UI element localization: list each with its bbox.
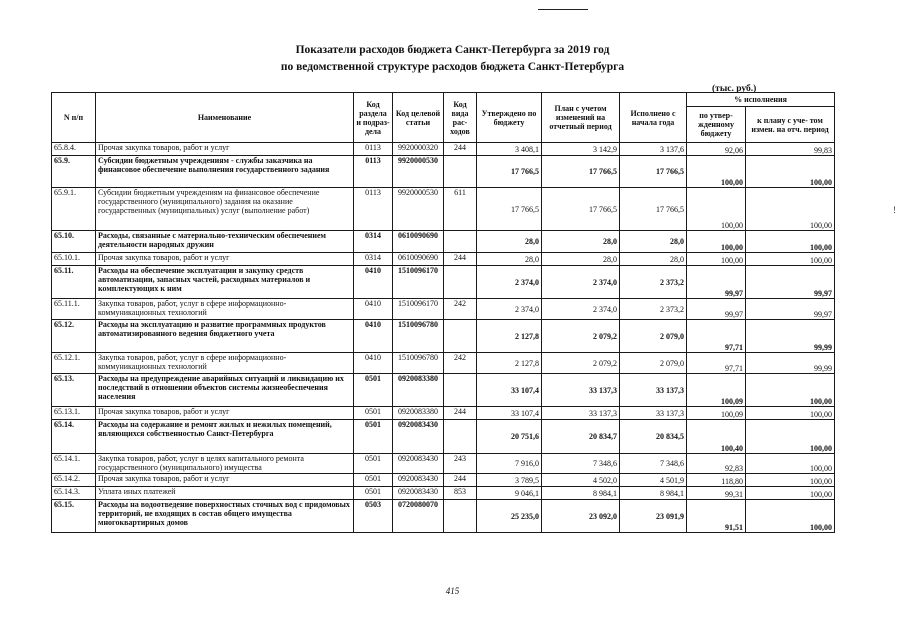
row-approved: 3 789,5	[477, 474, 542, 487]
row-number: 65.12.	[52, 320, 96, 353]
row-plan: 23 092,0	[542, 500, 620, 533]
header-percent-group: % исполнения	[687, 93, 835, 107]
row-number: 65.8.4.	[52, 143, 96, 156]
row-target-code: 0610090690	[393, 231, 444, 253]
row-name: Расходы на предупреждение аварийных ситуаций и ликвидацию их последствий в отношении объектов системы жизнеобеспечения населения	[96, 374, 354, 407]
row-name: Закупка товаров, работ, услуг в целях капитального ремонта государственного (муниципального) имущества	[96, 454, 354, 474]
header-section-code: Код раздела и подраз- дела	[354, 93, 393, 143]
row-percent-budget: 97,71	[687, 320, 746, 353]
row-approved: 25 235,0	[477, 500, 542, 533]
row-approved: 33 107,4	[477, 407, 542, 420]
table-row	[52, 320, 835, 353]
row-expense-type-code: 611	[444, 188, 477, 231]
row-percent-budget: 100,00	[687, 231, 746, 253]
row-percent-budget: 100,40	[687, 420, 746, 454]
row-target-code: 0720080070	[393, 500, 444, 533]
row-approved: 28,0	[477, 231, 542, 253]
row-number: 65.13.	[52, 374, 96, 407]
row-expense-type-code: 244	[444, 143, 477, 156]
table-row	[52, 454, 835, 474]
row-expense-type-code	[444, 420, 477, 454]
row-plan: 2 374,0	[542, 266, 620, 299]
budget-table	[51, 92, 835, 533]
row-plan: 20 834,7	[542, 420, 620, 454]
row-executed: 28,0	[620, 231, 687, 253]
row-percent-budget: 97,71	[687, 353, 746, 374]
row-expense-type-code: 244	[444, 253, 477, 266]
row-target-code: 0610090690	[393, 253, 444, 266]
row-executed: 2 373,2	[620, 299, 687, 320]
row-number: 65.14.	[52, 420, 96, 454]
row-name: Уплата иных платежей	[96, 487, 354, 500]
row-name: Прочая закупка товаров, работ и услуг	[96, 474, 354, 487]
row-percent-plan: 100,00	[746, 188, 835, 231]
row-expense-type-code: 244	[444, 474, 477, 487]
row-number: 65.15.	[52, 500, 96, 533]
row-plan: 7 348,6	[542, 454, 620, 474]
row-percent-plan: 100,00	[746, 407, 835, 420]
row-approved: 7 916,0	[477, 454, 542, 474]
table-row	[52, 266, 835, 299]
row-plan: 17 766,5	[542, 188, 620, 231]
table-row	[52, 143, 835, 156]
header-target-code: Код целевой статьи	[393, 93, 444, 143]
row-percent-plan: 100,00	[746, 487, 835, 500]
row-expense-type-code: 242	[444, 353, 477, 374]
row-target-code: 9920000530	[393, 156, 444, 188]
table-row	[52, 420, 835, 454]
row-executed: 23 091,9	[620, 500, 687, 533]
row-percent-budget: 100,09	[687, 374, 746, 407]
table-row	[52, 474, 835, 487]
row-name: Расходы на водоотведение поверхностных сточных вод с придомовых территорий, не входящих в состав общего имущества многоквартирных домов	[96, 500, 354, 533]
row-executed: 2 079,0	[620, 320, 687, 353]
row-section-code: 0410	[354, 266, 393, 299]
row-approved: 33 107,4	[477, 374, 542, 407]
row-number: 65.14.3.	[52, 487, 96, 500]
row-expense-type-code: 244	[444, 407, 477, 420]
row-executed: 4 501,9	[620, 474, 687, 487]
row-section-code: 0501	[354, 474, 393, 487]
row-percent-budget: 100,00	[687, 156, 746, 188]
row-plan: 33 137,3	[542, 407, 620, 420]
row-expense-type-code	[444, 500, 477, 533]
row-percent-budget: 92,06	[687, 143, 746, 156]
row-name: Субсидии бюджетным учреждениям на финансовое обеспечение государственного (муниципального) задания на оказание государственных (муниципальных) услуг (выполнение работ)	[96, 188, 354, 231]
header-name: Наименование	[96, 93, 354, 143]
row-section-code: 0410	[354, 320, 393, 353]
row-expense-type-code	[444, 320, 477, 353]
row-number: 65.9.1.	[52, 188, 96, 231]
row-target-code: 0920083380	[393, 374, 444, 407]
row-section-code: 0501	[354, 487, 393, 500]
row-expense-type-code: 243	[444, 454, 477, 474]
header-percent-plan: к плану с уче- том измен. на отч. период	[746, 107, 835, 143]
row-number: 65.11.	[52, 266, 96, 299]
row-target-code: 1510096780	[393, 353, 444, 374]
row-section-code: 0410	[354, 353, 393, 374]
row-approved: 2 127,8	[477, 320, 542, 353]
row-target-code: 0920083430	[393, 487, 444, 500]
row-target-code: 1510096780	[393, 320, 444, 353]
units-label: (тыс. руб.)	[712, 84, 757, 94]
row-section-code: 0314	[354, 253, 393, 266]
row-plan: 2 079,2	[542, 353, 620, 374]
row-target-code: 0920083430	[393, 454, 444, 474]
table-row	[52, 353, 835, 374]
row-section-code: 0501	[354, 407, 393, 420]
row-approved: 2 374,0	[477, 299, 542, 320]
row-name: Расходы, связанные с материально-техническим обеспечением деятельности народных дружин	[96, 231, 354, 253]
header-percent-budget: по утвер- жденному бюджету	[687, 107, 746, 143]
table-row	[52, 500, 835, 533]
row-percent-plan: 100,00	[746, 253, 835, 266]
row-percent-plan: 99,97	[746, 299, 835, 320]
document-subtitle: по ведомственной структуре расходов бюджета Санкт-Петербурга	[280, 61, 625, 73]
row-name: Прочая закупка товаров, работ и услуг	[96, 253, 354, 266]
row-plan: 4 502,0	[542, 474, 620, 487]
row-executed: 33 137,3	[620, 407, 687, 420]
row-percent-budget: 91,51	[687, 500, 746, 533]
row-executed: 20 834,5	[620, 420, 687, 454]
row-percent-budget: 92,83	[687, 454, 746, 474]
row-executed: 28,0	[620, 253, 687, 266]
row-target-code: 0920083380	[393, 407, 444, 420]
row-name: Расходы на обеспечение эксплуатации и закупку средств автоматизации, запасных частей, расходных материалов и комплектующих к ним	[96, 266, 354, 299]
row-name: Расходы на содержание и ремонт жилых и нежилых помещений, являющихся собственностью Санкт-Петербурга	[96, 420, 354, 454]
table-row	[52, 299, 835, 320]
row-number: 65.14.2.	[52, 474, 96, 487]
row-percent-plan: 100,00	[746, 156, 835, 188]
row-section-code: 0113	[354, 156, 393, 188]
row-percent-plan: 100,00	[746, 231, 835, 253]
row-target-code: 9920000320	[393, 143, 444, 156]
row-approved: 28,0	[477, 253, 542, 266]
row-percent-budget: 100,00	[687, 188, 746, 231]
row-section-code: 0501	[354, 454, 393, 474]
row-number: 65.10.	[52, 231, 96, 253]
row-expense-type-code: 242	[444, 299, 477, 320]
row-number: 65.12.1.	[52, 353, 96, 374]
row-plan: 28,0	[542, 253, 620, 266]
row-percent-plan: 99,83	[746, 143, 835, 156]
table-row	[52, 231, 835, 253]
row-plan: 17 766,5	[542, 156, 620, 188]
row-expense-type-code	[444, 156, 477, 188]
table-body	[52, 143, 835, 533]
header-plan: План с учетом изменений на отчетный период	[542, 93, 620, 143]
row-executed: 17 766,5	[620, 156, 687, 188]
header-num: N п/п	[52, 93, 96, 143]
row-section-code: 0314	[354, 231, 393, 253]
row-executed: 8 984,1	[620, 487, 687, 500]
row-target-code: 9920000530	[393, 188, 444, 231]
row-expense-type-code	[444, 231, 477, 253]
row-plan: 2 079,2	[542, 320, 620, 353]
row-executed: 7 348,6	[620, 454, 687, 474]
row-approved: 9 046,1	[477, 487, 542, 500]
scan-edge-mark: !	[893, 205, 896, 215]
table-row	[52, 156, 835, 188]
row-section-code: 0113	[354, 143, 393, 156]
row-number: 65.10.1.	[52, 253, 96, 266]
row-percent-plan: 100,00	[746, 374, 835, 407]
row-percent-plan: 99,99	[746, 320, 835, 353]
row-target-code: 1510096170	[393, 266, 444, 299]
row-name: Расходы на эксплуатацию и развитие программных продуктов автоматизированного ведения бюджетного учета	[96, 320, 354, 353]
row-number: 65.11.1.	[52, 299, 96, 320]
row-percent-plan: 99,99	[746, 353, 835, 374]
row-percent-plan: 100,00	[746, 454, 835, 474]
row-percent-plan: 99,97	[746, 266, 835, 299]
row-name: Закупка товаров, работ, услуг в сфере информационно-коммуникационных технологий	[96, 299, 354, 320]
row-approved: 3 408,1	[477, 143, 542, 156]
row-percent-budget: 100,00	[687, 253, 746, 266]
row-section-code: 0113	[354, 188, 393, 231]
row-percent-budget: 99,97	[687, 299, 746, 320]
row-percent-budget: 118,80	[687, 474, 746, 487]
row-name: Прочая закупка товаров, работ и услуг	[96, 143, 354, 156]
row-target-code: 1510096170	[393, 299, 444, 320]
row-section-code: 0410	[354, 299, 393, 320]
row-expense-type-code	[444, 374, 477, 407]
row-percent-plan: 100,00	[746, 500, 835, 533]
row-percent-budget: 99,97	[687, 266, 746, 299]
row-executed: 2 373,2	[620, 266, 687, 299]
table-row	[52, 188, 835, 231]
row-name: Субсидии бюджетным учреждениям - службы заказчика на финансовое обеспечение выполнения государственного задания	[96, 156, 354, 188]
row-number: 65.9.	[52, 156, 96, 188]
row-expense-type-code: 853	[444, 487, 477, 500]
row-number: 65.13.1.	[52, 407, 96, 420]
row-plan: 2 374,0	[542, 299, 620, 320]
row-section-code: 0501	[354, 420, 393, 454]
row-number: 65.14.1.	[52, 454, 96, 474]
row-percent-budget: 100,09	[687, 407, 746, 420]
table-row	[52, 253, 835, 266]
row-executed: 33 137,3	[620, 374, 687, 407]
row-percent-plan: 100,00	[746, 474, 835, 487]
row-percent-plan: 100,00	[746, 420, 835, 454]
row-plan: 33 137,3	[542, 374, 620, 407]
table-row	[52, 487, 835, 500]
row-executed: 17 766,5	[620, 188, 687, 231]
header-executed: Исполнено с начала года	[620, 93, 687, 143]
row-target-code: 0920083430	[393, 420, 444, 454]
table-row	[52, 407, 835, 420]
row-plan: 8 984,1	[542, 487, 620, 500]
row-approved: 17 766,5	[477, 188, 542, 231]
row-percent-budget: 99,31	[687, 487, 746, 500]
row-name: Прочая закупка товаров, работ и услуг	[96, 407, 354, 420]
row-name: Закупка товаров, работ, услуг в сфере информационно-коммуникационных технологий	[96, 353, 354, 374]
header-approved: Утверждено по бюджету	[477, 93, 542, 143]
header-expense-type-code: Код вида рас- ходов	[444, 93, 477, 143]
row-approved: 20 751,6	[477, 420, 542, 454]
row-expense-type-code	[444, 266, 477, 299]
page-number: 415	[445, 586, 460, 596]
row-executed: 2 079,0	[620, 353, 687, 374]
row-plan: 28,0	[542, 231, 620, 253]
row-section-code: 0503	[354, 500, 393, 533]
row-executed: 3 137,6	[620, 143, 687, 156]
document-title: Показатели расходов бюджета Санкт-Петербурга за 2019 год	[295, 44, 610, 56]
row-target-code: 0920083430	[393, 474, 444, 487]
row-approved: 2 127,8	[477, 353, 542, 374]
row-approved: 17 766,5	[477, 156, 542, 188]
row-approved: 2 374,0	[477, 266, 542, 299]
row-section-code: 0501	[354, 374, 393, 407]
top-edge-line	[538, 9, 588, 10]
table-row	[52, 374, 835, 407]
row-plan: 3 142,9	[542, 143, 620, 156]
